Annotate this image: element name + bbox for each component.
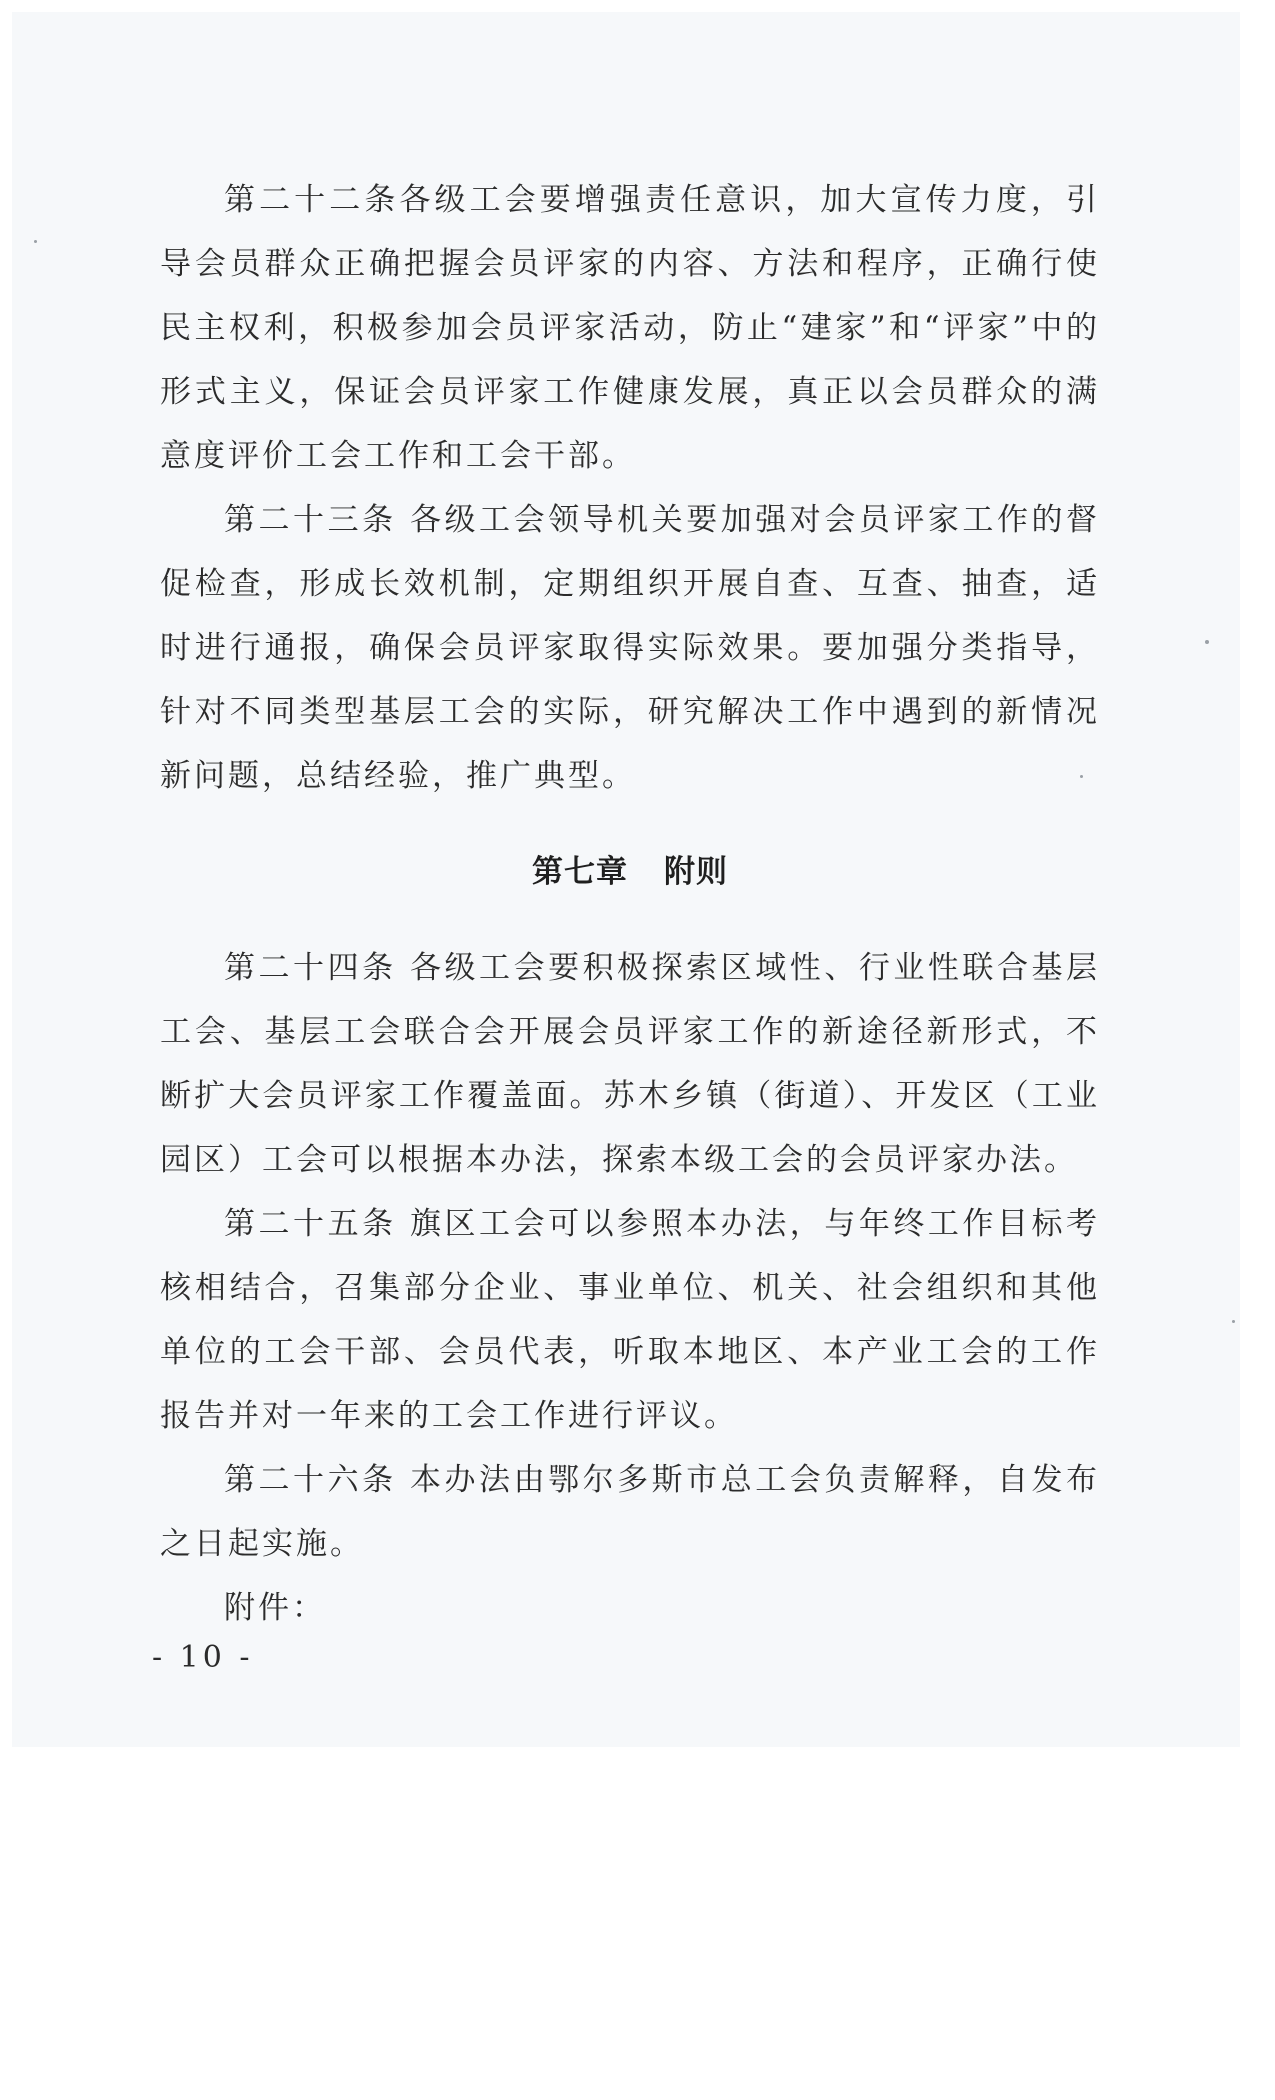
article-25: 第二十五条 旗区工会可以参照本办法，与年终工作目标考核相结合，召集部分企业、事业单位、机关、社会组织和其他单位的工会干部、会员代表，听取本地区、本产业工会的工作报告并对一年来的工会工作进行评议。 (160, 1206, 1100, 1434)
scan-speck (34, 240, 37, 243)
attachment-label: 附件： (224, 1590, 326, 1626)
article-22: 第二十二条各级工会要增强责任意识，加大宣传力度，引导会员群众正确把握会员评家的内容、方法和程序，正确行使民主权利，积极参加会员评家活动，防止“建家”和“评家”中的形式主义，保证会员评家工作健康发展，真正以会员群众的满意度评价工会工作和工会干部。 (160, 182, 1100, 474)
article-24: 第二十四条 各级工会要积极探索区域性、行业性联合基层工会、基层工会联合会开展会员评家工作的新途径新形式，不断扩大会员评家工作覆盖面。苏木乡镇（街道）、开发区（工业园区）工会可以根据本办法，探索本级工会的会员评家办法。 (160, 950, 1100, 1178)
article-23: 第二十三条 各级工会领导机关要加强对会员评家工作的督促检查，形成长效机制，定期组织开展自查、互查、抽查，适时进行通报，确保会员评家取得实际效果。要加强分类指导，针对不同类型基层工会的实际，研究解决工作中遇到的新情况新问题，总结经验，推广典型。 (160, 502, 1100, 794)
scan-speck (1080, 775, 1083, 778)
chapter-heading (160, 808, 1100, 936)
page-number: - 10 - (152, 1640, 254, 1675)
scan-speck (1232, 1320, 1235, 1323)
scan-speck (1205, 640, 1209, 644)
chapter-title: 附则 (664, 854, 728, 890)
document-body (160, 168, 1100, 1640)
chapter-number: 第七章 (532, 854, 628, 890)
article-26: 第二十六条 本办法由鄂尔多斯市总工会负责解释，自发布之日起实施。 (160, 1462, 1100, 1562)
